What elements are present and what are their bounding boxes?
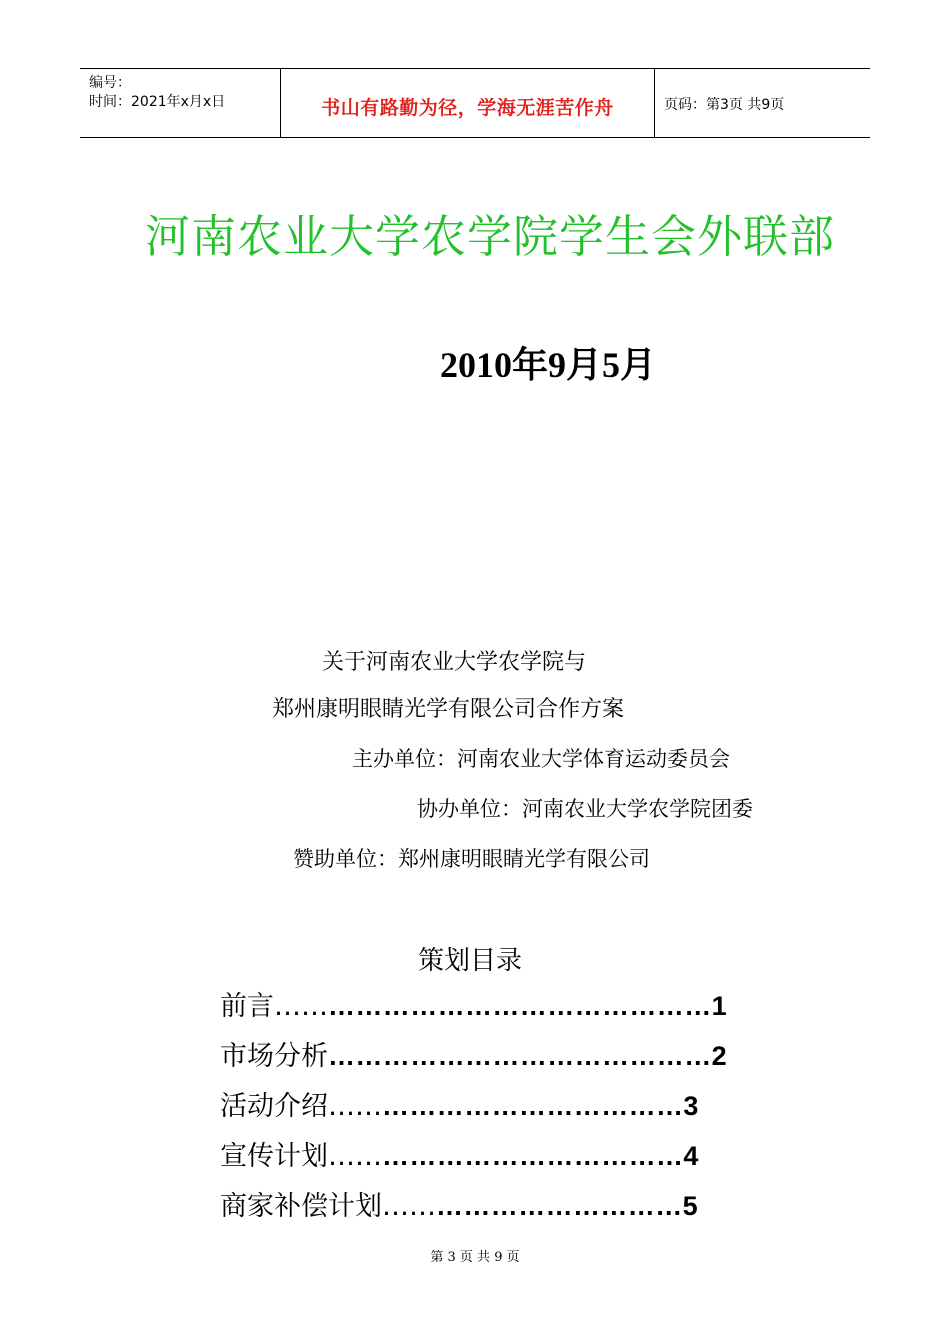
toc-title: 策划目录 — [418, 946, 523, 976]
co-host-unit: 协办单位：河南农业大学农学院团委 — [417, 797, 753, 821]
toc-item[interactable] — [220, 1085, 735, 1135]
proposal-title-line1: 关于河南农业大学农学院与 — [322, 650, 587, 675]
toc-item-label: 宣传计划…… — [220, 1141, 382, 1172]
page-footer: 第 3 页 共 9 页 — [430, 1250, 520, 1265]
proposal-title-line2: 郑州康明眼睛光学有限公司合作方案 — [272, 697, 625, 722]
page-info: 页码：第3页 共9页 — [664, 97, 785, 113]
toc-page-number: 1 — [711, 991, 727, 1021]
table-of-contents — [220, 985, 735, 1235]
time-label: 时间：2021年x月x日 — [89, 94, 226, 110]
toc-item-label: 前言…… — [220, 991, 328, 1022]
toc-page-number: 4 — [683, 1141, 699, 1171]
code-label: 编号： — [89, 75, 131, 91]
toc-item[interactable] — [220, 985, 735, 1035]
toc-page-number: 5 — [682, 1191, 698, 1221]
header-motto-cell — [281, 69, 655, 137]
toc-leader-dots: ……………………… — [436, 1191, 683, 1221]
sponsor-unit: 赞助单位：郑州康明眼睛光学有限公司 — [293, 847, 650, 871]
page-header — [80, 68, 870, 138]
motto: 书山有路勤为径，学海无涯苦作舟 — [321, 97, 614, 119]
host-unit: 主办单位：河南农业大学体育运动委员会 — [352, 747, 730, 771]
header-meta-cell — [80, 69, 281, 137]
toc-leader-dots: …………………………… — [382, 1141, 684, 1171]
toc-item-label: 商家补偿计划…… — [220, 1191, 436, 1222]
toc-item-label: 市场分析 — [220, 1041, 328, 1072]
toc-leader-dots: …………………………………… — [328, 1041, 712, 1071]
toc-page-number: 3 — [683, 1091, 699, 1121]
header-page-cell — [655, 69, 870, 137]
toc-item-label: 活动介绍…… — [220, 1091, 382, 1122]
toc-item[interactable] — [220, 1185, 735, 1235]
toc-leader-dots: …………………………………… — [328, 991, 712, 1021]
toc-leader-dots: …………………………… — [382, 1091, 684, 1121]
document-date: 2010年9月5月 — [440, 345, 657, 385]
toc-page-number: 2 — [711, 1041, 727, 1071]
org-title: 河南农业大学农学院学生会外联部 — [144, 210, 835, 263]
toc-item[interactable] — [220, 1035, 735, 1085]
toc-item[interactable] — [220, 1135, 735, 1185]
